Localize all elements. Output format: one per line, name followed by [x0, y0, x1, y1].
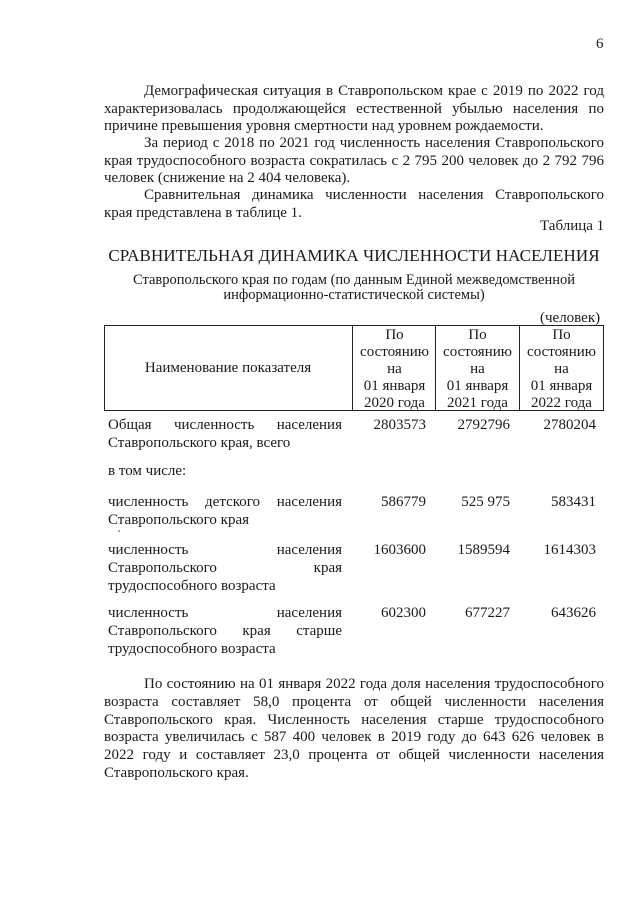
header-text: состоянию	[527, 344, 596, 360]
row-label-working-age: численность населения Ставропольского края трудоспособного возраста	[108, 542, 342, 594]
header-indicator-name: Наименование показателя	[144, 360, 312, 376]
page-number: 6	[596, 36, 604, 52]
paragraph-conclusion: По состоянию на 01 января 2022 года доля населения трудоспособного возраста составляет 58,0 процента от общей численности населения Ставропольского края. Численность населения старше трудоспособного возраста увеличилась с 587 400 человек в 2019 году до 643 626 человек в 2022 году и составляет 23,0 процента от общей численности населения Ставропольского края.	[104, 676, 604, 781]
table-subtitle	[104, 273, 604, 303]
cell-value: 2803573	[373, 417, 426, 433]
cell-value: 677227	[465, 605, 510, 621]
cell-value: 1603600	[373, 542, 426, 558]
header-text: состоянию	[443, 344, 512, 360]
cell-value: 583431	[551, 494, 596, 510]
header-column-2020	[353, 327, 436, 412]
paragraph-demographic-situation: Демографическая ситуация в Ставропольском крае с 2019 по 2022 год характеризовалась продолжающейся естественной убылью населения по причине превышения уровня смертности над уровнем рождаемости.	[104, 83, 604, 134]
cell-value: 2792796	[457, 417, 510, 433]
header-text: По	[385, 327, 404, 343]
header-text: 01 января	[446, 378, 509, 394]
header-column-2022	[520, 327, 603, 412]
scan-speck	[118, 530, 120, 532]
header-text: По	[468, 327, 487, 343]
paragraph-table-reference: Сравнительная динамика численности населения Ставропольского края представлена в таблице 1.	[104, 187, 604, 221]
header-text: 01 января	[530, 378, 593, 394]
row-label-children: численность детского населения Ставропольского края	[108, 494, 342, 528]
header-text: 2021 года	[447, 395, 508, 411]
table-subtitle-line-2: информационно-статистической системы)	[223, 287, 485, 303]
header-text: 2020 года	[364, 395, 425, 411]
header-column-2021	[436, 327, 519, 412]
header-text: 01 января	[363, 378, 426, 394]
paragraph-working-age-change: За период с 2018 по 2021 год численность населения Ставропольского края трудоспособного возраста сократилась с 2 795 200 человек до 2 792 796 человек (снижение на 2 404 человека).	[104, 135, 604, 186]
cell-value: 1614303	[543, 542, 596, 558]
cell-value: 2780204	[543, 417, 596, 433]
header-text: на	[554, 361, 569, 377]
header-text: состоянию	[360, 344, 429, 360]
cell-value: 602300	[381, 605, 426, 621]
cell-value: 1589594	[457, 542, 510, 558]
cell-value: 525 975	[461, 494, 510, 510]
cell-value: 586779	[381, 494, 426, 510]
row-label-including: в том числе:	[108, 463, 187, 479]
header-text: 2022 года	[531, 395, 592, 411]
table-label: Таблица 1	[540, 218, 605, 234]
table-subtitle-line-1: Ставропольского края по годам (по данным Единой межведомственной	[133, 272, 575, 288]
table-title: СРАВНИТЕЛЬНАЯ ДИНАМИКА ЧИСЛЕННОСТИ НАСЕЛЕНИЯ	[108, 246, 600, 265]
row-label-total: Общая численность населения Ставропольского края, всего	[108, 417, 342, 451]
header-text: на	[387, 361, 402, 377]
header-text: По	[552, 327, 571, 343]
cell-value: 643626	[551, 605, 596, 621]
table-units: (человек)	[540, 310, 601, 326]
header-text: на	[470, 361, 485, 377]
row-label-over-working-age: численность населения Ставропольского края старше трудоспособного возраста	[108, 605, 342, 657]
